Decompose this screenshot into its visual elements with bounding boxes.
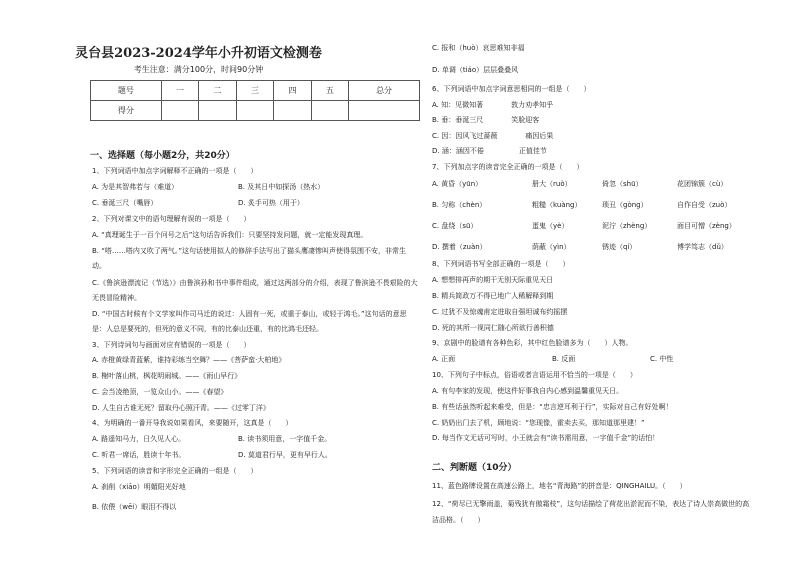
question-2-option-c: C.《鲁滨逊漂流记（节选）》由鲁滨孙和书中事件组成，通过这两部分的介绍，表现了鲁滨逊不畏艰险的大	[92, 279, 418, 287]
question-6-option-a: A. 知：见微知著 敦力劝孝知乎	[432, 101, 554, 109]
question-3-option-b: B. 榭叶落山桃，枫花明闹城。——《雨山早行》	[92, 372, 242, 380]
pinyin-item: A. 黄昏（yūn）	[432, 180, 483, 188]
score-row-label: 得分	[91, 101, 162, 121]
question-1-option-b: B. 及其日中如探汤（热水）	[238, 183, 325, 191]
score-header-cell: 三	[236, 81, 273, 101]
pinyin-item: 面目可憎（zèng）	[677, 222, 736, 230]
score-cell[interactable]	[236, 101, 273, 121]
question-2-option-a: A. “真理诞生于一百个问号之后”这句话告诉我们：只要坚持发问题，就一定能发现真理。	[92, 231, 368, 239]
score-header-cell: 二	[199, 81, 236, 101]
question-4-option-b: B. 读书须用意，一字值千金。	[238, 435, 332, 443]
question-4-stem: 4、为明确的一番开导我说如果看风，来要随开，这真是（ ）	[92, 419, 293, 427]
question-4-option-a: A. 路遥知马力，日久见人心。	[92, 435, 186, 443]
score-header-cell: 一	[161, 81, 198, 101]
pinyin-item: 锈迹（qí）	[602, 243, 637, 251]
question-2-option-c-cont: 无畏冒险精神。	[92, 294, 141, 302]
score-table-header-row	[91, 81, 420, 101]
score-header-cell: 五	[311, 81, 348, 101]
question-2-option-d-cont: 是：人总是要死的，但死的意义不同，有的比泰山还重，有的比鸿毛还轻。	[92, 325, 323, 333]
question-6-option-c: C. 因：因风飞过蔷薇 痛因后果	[432, 132, 554, 140]
question-3-option-c: C. 会当凌绝顶，一览众山小。——《春望》	[92, 388, 228, 396]
pinyin-item: 泥泞（zhèng）	[602, 222, 652, 230]
question-12-stem: 12、“荷尽已无擎雨盖，菊残犹有傲霜枝”，这句话描绘了荷花出淤泥而不染，表达了诗人崇高做世的高	[432, 500, 750, 508]
question-8-stem: 8、下列词语书写全部正确的一项是（ ）	[432, 260, 570, 268]
question-3-option-a: A. 赤橙黄绿青蓝紫，谁持彩练当空舞？——《菩萨蛮·大柏地》	[92, 356, 286, 364]
right-column	[412, 0, 794, 562]
question-8-option-c: C. 过犹不及惊魂甫定进取自强坦诚布约摇摆	[432, 308, 568, 316]
pinyin-item: 琐丑（gòng）	[602, 201, 648, 209]
question-6-option-d: D. 涵：涵因不倦 正值佳节	[432, 147, 547, 155]
question-11-stem: 11、蓝色路牌设置在高速公路上，地名“青海路”的拼音是：QINGHAILU。（ ）	[432, 482, 687, 490]
exam-notice: 考生注意：满分100分，时间90分钟	[133, 65, 264, 74]
question-3-stem: 3、下列诗词句与画面对应有错误的一项是（ ）	[92, 341, 251, 349]
question-4-option-d: D. 莫道君行早，更有早行人。	[238, 451, 332, 459]
question-2-option-d: D. “中国古时候有个文学家叫作司马迁的说过：人固有一死，或重于泰山，或轻于鸿毛。”这句话的意思	[92, 310, 407, 318]
question-10-stem: 10、下列句子中标点，俗语或者言语运用不恰当的一项是（ ）	[432, 371, 637, 379]
question-10-option-b: B. 有些话虽然听起来难受，但是：“忠言逆耳利于行”，实际对自己有好处啊！	[432, 403, 673, 411]
question-8-option-d: D. 死的其所一视同仁随心所欲行善积德	[432, 324, 554, 332]
pinyin-item: 博学笃志（dǔ）	[677, 243, 728, 251]
score-header-cell: 四	[274, 81, 311, 101]
pinyin-item: 荫蔽（yìn）	[532, 243, 571, 251]
question-9-option-c: C. 中性	[650, 355, 674, 363]
pinyin-item: 自作自受（zuò）	[677, 201, 732, 209]
question-9-option-a: A. 正面	[432, 355, 456, 363]
pinyin-item: 蛋鬼（yè）	[532, 222, 569, 230]
question-10-option-a: A. 有句李家的发现，使这件好事我自内心感到温馨重见天日。	[432, 387, 624, 395]
question-3-option-d: D. 人生自古谁无死？留取丹心照汗青。——《过零丁洋》	[92, 404, 270, 412]
question-10-option-d: D. 每当作文无话可写时，小王就会有“读书需用意，一字值千金”的话怕！	[432, 434, 660, 442]
question-2-stem: 2、下列对课文中的语句理解有误的一项是（ ）	[92, 215, 251, 223]
score-cell[interactable]	[311, 101, 348, 121]
pinyin-item: C. 盘绕（sū）	[432, 222, 478, 230]
question-12-stem-cont: 洁品格。（ ）	[432, 516, 485, 524]
question-6-option-b: B. 垂：垂涎三尺 笑脸迎客	[432, 116, 540, 124]
question-6-stem: 6、下列词语中加点字词意思相同的一组是（ ）	[432, 85, 591, 93]
score-table-score-row	[91, 101, 420, 121]
section-heading-judgement: 二、判断题（10分）	[432, 463, 517, 473]
question-5-option-b: B. 依偎（wēi）眼泪不得以	[92, 503, 177, 511]
question-9-stem: 9、京剧中的脸谱有各种色彩，其中红色脸谱多为（ ）人物。	[432, 339, 633, 347]
score-cell[interactable]	[161, 101, 198, 121]
exam-title: 灵台县2023-2024学年小升初语文检测卷	[75, 46, 322, 61]
question-2-option-b-cont: 动。	[92, 262, 106, 270]
question-8-option-a: A. 想想排再声的期干无别天际重见天日	[432, 276, 554, 284]
question-5-option-d: D. 单调（tiáo）层层叠叠风	[432, 66, 519, 74]
score-table	[90, 80, 420, 121]
question-9-option-b: B. 反面	[552, 355, 576, 363]
question-2-option-b: B. “嗒……嗒内又吹了两气。”这句话使用拟人的修辞手法写出了猫头鹰凄惨叫声使得氛围不安，非常生	[92, 247, 407, 255]
question-5-option-a: A. 刹削（xiāo）明媚阳光好地	[92, 483, 186, 491]
question-1-option-d: D. 炙手可热（用于）	[238, 199, 304, 207]
question-8-option-b: B. 精兵简政万不得已地广人稀解释到期	[432, 292, 554, 300]
score-cell[interactable]	[274, 101, 311, 121]
question-1-stem: 1、下列词语中加点字词解释不正确的一项是（ ）	[92, 167, 258, 175]
pinyin-item: D. 撰着（zuàn）	[432, 243, 487, 251]
pinyin-item: 花团锦簇（cù）	[677, 180, 728, 188]
score-header-cell: 总分	[349, 81, 420, 101]
score-cell[interactable]	[199, 101, 236, 121]
question-7-stem: 7、下列加点字的读音完全正确的一项是（ ）	[432, 163, 584, 171]
question-5-stem: 5、下列词语的读音和字形完全正确的一组是（ ）	[92, 467, 258, 475]
question-4-option-c: C. 听君一席话，胜读十年书。	[92, 451, 186, 459]
pinyin-item: B. 匀称（chèn）	[432, 201, 487, 209]
question-10-option-c: C. 奶奶出门去了机，顾地说：“您现像，霍卖去买，那知道那里建！”	[432, 419, 645, 427]
section-heading-choice: 一、选择题（每小题2分，共20分）	[90, 151, 235, 161]
question-5-option-c: C. 报和（huò）哀思难知非福	[432, 44, 525, 52]
pinyin-item: 册大（ruò）	[532, 180, 572, 188]
score-header-cell: 题号	[91, 81, 162, 101]
pinyin-item: 倚忽（shū）	[602, 180, 643, 188]
score-cell[interactable]	[349, 101, 420, 121]
question-1-option-c: C. 垂涎三尺（嘴唇）	[92, 199, 158, 207]
pinyin-item: 粗糙（kuàng）	[532, 201, 582, 209]
question-1-option-a: A. 为是其智弗若与（难道）	[92, 183, 179, 191]
